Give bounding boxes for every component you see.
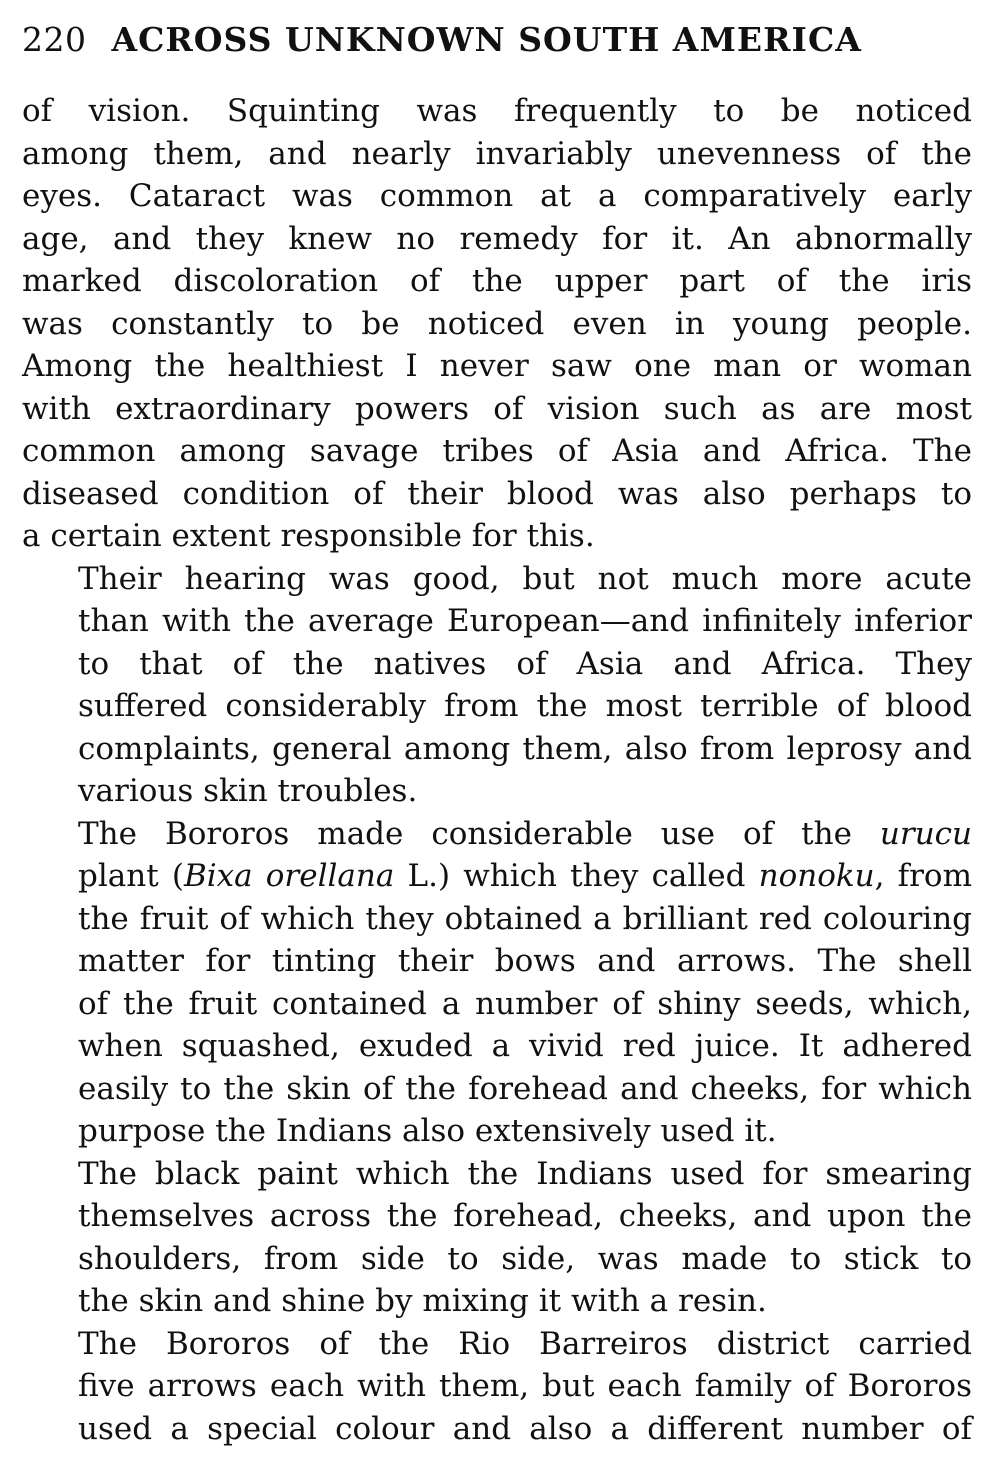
text-line: than with the average European—and infinitely inferior	[78, 603, 972, 639]
text-line: matter for tinting their bows and arrows. The shell	[78, 943, 972, 979]
text-line: shoulders, from side to side, was made to stick to	[78, 1240, 972, 1277]
text-line: the skin and shine by mixing it with a resin.	[78, 1283, 767, 1319]
text-line: the fruit of which they obtained a brilliant red colouring	[78, 900, 972, 937]
text-line: with extraordinary powers of vision such as are most	[22, 390, 972, 427]
body-text	[22, 90, 972, 1450]
paragraph	[22, 558, 972, 813]
paragraph	[22, 90, 972, 558]
paragraph	[22, 1153, 972, 1323]
italic-term: Bixa orellana	[183, 858, 395, 894]
text-line: among them, and nearly invariably unevenness of the	[22, 135, 972, 172]
text-line: common among savage tribes of Asia and Africa. The	[22, 433, 972, 469]
text-line: Their hearing was good, but not much more acute	[78, 560, 972, 597]
text-line: easily to the skin of the forehead and cheeks, for which	[78, 1070, 972, 1107]
text-line: Among the healthiest I never saw one man or woman	[22, 348, 972, 384]
paragraph	[22, 813, 972, 1153]
text-line: was constantly to be noticed even in young people.	[22, 305, 972, 342]
text-line: The Bororos of the Rio Barreiros district carried	[78, 1325, 972, 1362]
text-line: The Bororos made considerable use of the urucu	[78, 815, 972, 852]
running-title: ACROSS UNKNOWN SOUTH AMERICA	[111, 20, 862, 59]
text-line: diseased condition of their blood was also perhaps to	[22, 475, 972, 512]
page-number: 220	[22, 20, 87, 59]
text-line: a certain extent responsible for this.	[22, 518, 595, 554]
text-line: themselves across the forehead, cheeks, and upon the	[78, 1198, 972, 1234]
text-line: marked discoloration of the upper part of the iris	[22, 263, 972, 299]
italic-term: nonoku	[758, 858, 875, 894]
italic-term: urucu	[879, 815, 972, 852]
text-line: when squashed, exuded a vivid red juice. It adhered	[78, 1028, 972, 1064]
text-line: various skin troubles.	[78, 773, 418, 809]
book-page	[22, 20, 972, 1450]
text-line: plant (Bixa orellana L.) which they called nonoku, from	[78, 858, 972, 894]
text-line: suffered considerably from the most terrible of blood	[78, 688, 972, 724]
paragraph	[22, 1323, 972, 1451]
text-line: of the fruit contained a number of shiny seeds, which,	[78, 985, 972, 1022]
running-head	[22, 20, 972, 60]
text-line: The black paint which the Indians used for smearing	[78, 1155, 972, 1192]
text-line: complaints, general among them, also from leprosy and	[78, 730, 972, 767]
text-line: age, and they knew no remedy for it. An abnormally	[22, 220, 972, 257]
text-line: purpose the Indians also extensively used it.	[78, 1113, 777, 1149]
text-line: used a special colour and also a different number of	[78, 1410, 972, 1447]
text-line: eyes. Cataract was common at a comparatively early	[22, 178, 972, 214]
text-line: to that of the natives of Asia and Africa. They	[78, 645, 972, 682]
text-line: five arrows each with them, but each family of Bororos	[78, 1368, 972, 1404]
text-line: of vision. Squinting was frequently to be noticed	[22, 93, 972, 129]
